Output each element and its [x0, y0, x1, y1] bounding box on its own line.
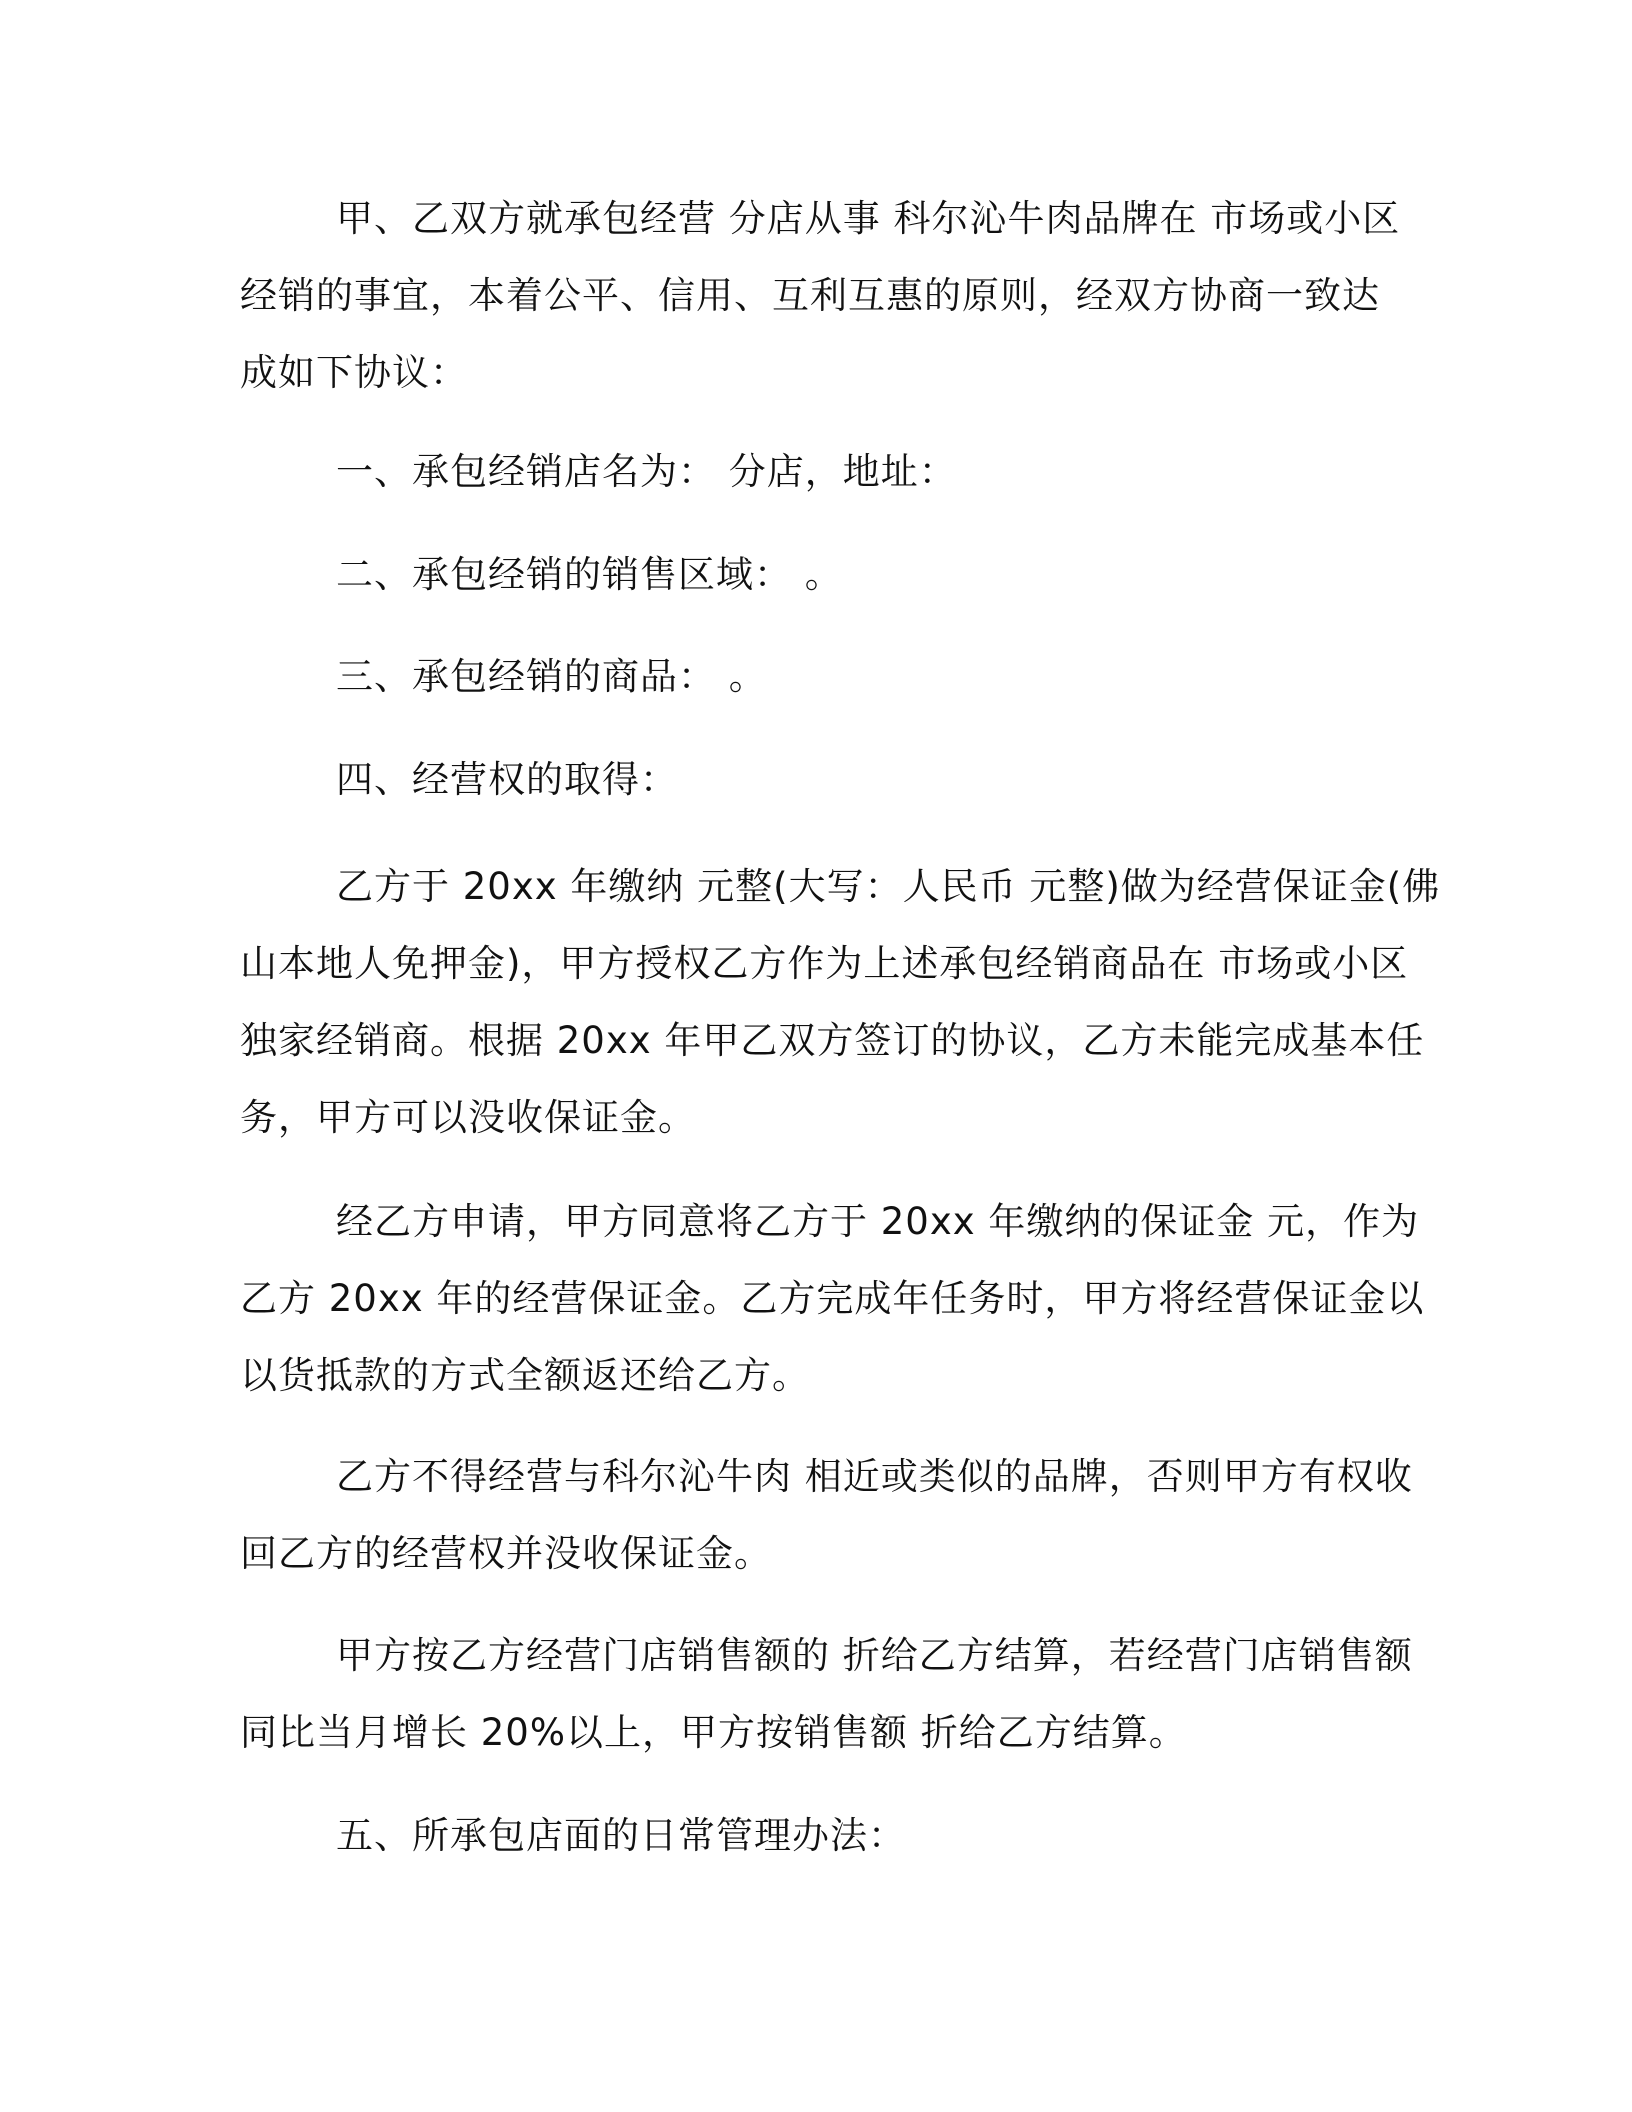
paragraph-line: 以货抵款的方式全额返还给乙方。	[240, 1354, 810, 1397]
paragraph-line: 五、所承包店面的日常管理办法：	[336, 1814, 906, 1857]
paragraph-line: 甲、乙双方就承包经营 分店从事 科尔沁牛肉品牌在 市场或小区	[336, 197, 1401, 240]
paragraph-line: 三、承包经销的商品： 。	[336, 655, 767, 698]
paragraph-line: 成如下协议：	[240, 351, 468, 394]
clause-3-goods	[240, 638, 1390, 715]
clause-5-heading	[240, 1797, 1390, 1874]
clause-4-heading	[240, 741, 1390, 818]
paragraph-line: 乙方不得经营与科尔沁牛肉 相近或类似的品牌，否则甲方有权收	[336, 1455, 1413, 1498]
intro-paragraph	[240, 180, 1401, 411]
paragraph-line: 回乙方的经营权并没收保证金。	[240, 1532, 772, 1575]
paragraph-line: 甲方按乙方经营门店销售额的 折给乙方结算，若经营门店销售额	[336, 1634, 1413, 1677]
paragraph-line: 务，甲方可以没收保证金。	[240, 1096, 696, 1139]
paragraph-line: 经乙方申请，甲方同意将乙方于 20xx 年缴纳的保证金 元，作为	[336, 1200, 1420, 1243]
clause-1-store-name	[240, 433, 1390, 510]
paragraph-line: 独家经销商。根据 20xx 年甲乙双方签订的协议，乙方未能完成基本任	[240, 1019, 1425, 1062]
paragraph-line: 四、经营权的取得：	[336, 758, 678, 801]
deposit-paragraph	[240, 848, 1441, 1156]
paragraph-line: 经销的事宜，本着公平、信用、互利互惠的原则，经双方协商一致达	[240, 274, 1380, 317]
clause-2-sales-area	[240, 536, 1390, 613]
paragraph-line: 乙方 20xx 年的经营保证金。乙方完成年任务时，甲方将经营保证金以	[240, 1277, 1425, 1320]
paragraph-line: 山本地人免押金)，甲方授权乙方作为上述承包经销商品在 市场或小区	[240, 942, 1409, 985]
paragraph-line: 同比当月增长 20%以上，甲方按销售额 折给乙方结算。	[240, 1711, 1187, 1754]
settlement-paragraph	[240, 1617, 1413, 1771]
deposit-transfer-paragraph	[240, 1183, 1425, 1414]
paragraph-line: 二、承包经销的销售区域： 。	[336, 553, 843, 596]
brand-restriction-paragraph	[240, 1438, 1413, 1592]
paragraph-line: 一、承包经销店名为： 分店，地址：	[336, 450, 957, 493]
paragraph-line: 乙方于 20xx 年缴纳 元整(大写：人民币 元整)做为经营保证金(佛	[336, 865, 1441, 908]
